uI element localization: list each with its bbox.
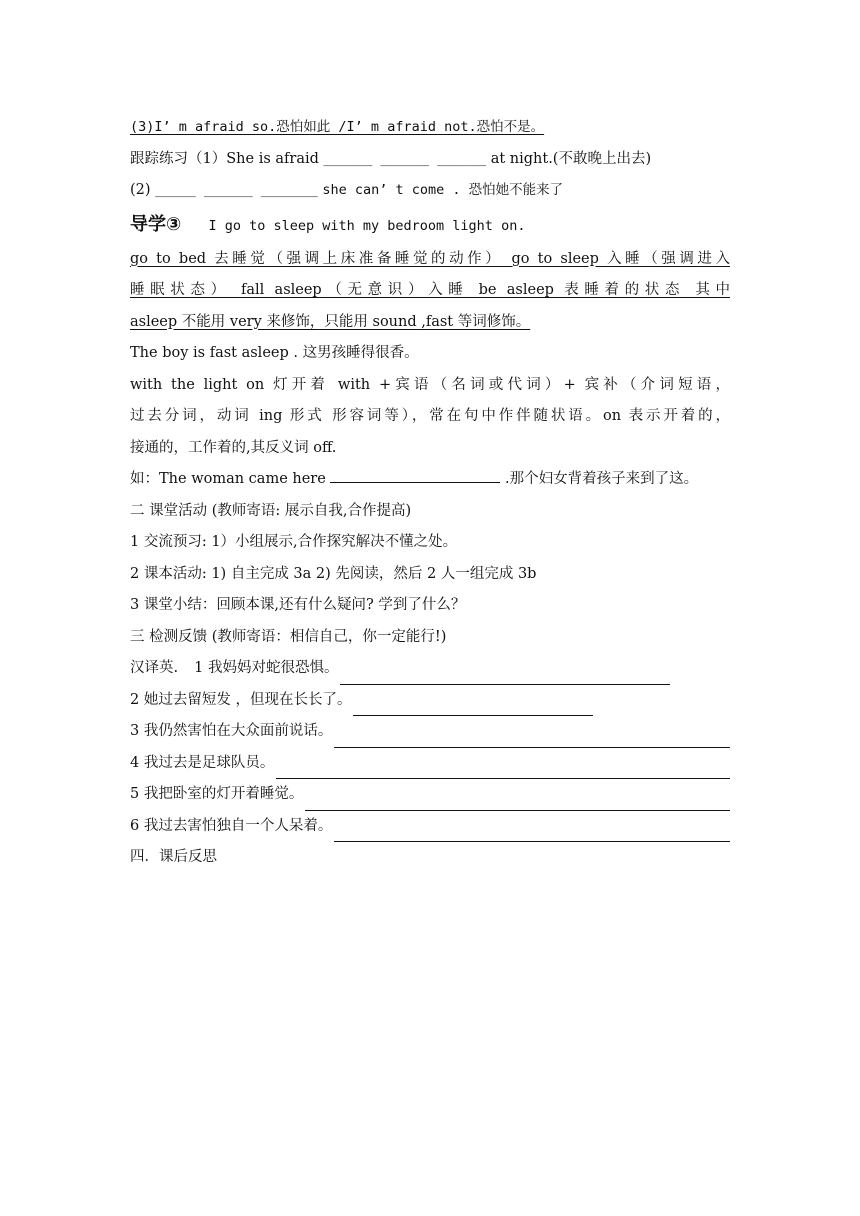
example-sentence: The boy is fast asleep . 这男孩睡得很香。 (130, 345, 419, 361)
practice-1-start: She is afraid (226, 150, 319, 167)
question-1-text: 1 我妈妈对蛇很恐惧。 (194, 660, 339, 676)
with-line-2: 过去分词，动词 ing 形式 形容词等），常在句中作伴随状语。on 表示开着的， (130, 408, 730, 424)
guide-heading: 导学③ (130, 213, 182, 235)
answer-line-5[interactable] (305, 789, 730, 811)
translate-question-1 (130, 653, 730, 685)
example-fill-label: 如：The woman came here (130, 471, 326, 487)
class-activity-item-2: 2 课本活动: 1) 自主完成 3a 2) 先阅读，然后 2 人一组完成 3b (130, 565, 537, 582)
class-activity-item-1: 1 交流预习: 1）小组展示,合作探究解决不懂之处。 (130, 534, 458, 550)
translate-question-2 (130, 685, 730, 717)
question-6-text: 6 我过去害怕独自一个人呆着。 (130, 817, 333, 834)
practice-2-end: she can’ t come . 恐怕她不能来了 (322, 182, 564, 198)
example-fill-end: .那个妇女背着孩子来到了这。 (505, 471, 699, 487)
guide-sentence: I go to sleep with my bedroom light on. (208, 217, 526, 234)
question-3-text: 3 我仍然害怕在大众面前说话。 (130, 723, 333, 739)
phrase-line: (3)I’ m afraid so.恐怕如此 /I’ m afraid not.恐怕不是。 (130, 119, 545, 135)
answer-line-4[interactable] (276, 757, 730, 779)
practice-line-1 (130, 144, 730, 176)
with-line-1: with the light on 灯开着 with +宾语（名词或代词）+ 宾补（介词短语， (130, 376, 730, 393)
class-activity-title: 二 课堂活动 (教师寄语: 展示自我,合作提高) (130, 502, 412, 519)
practice-2-blanks[interactable]: _____ ______ _______ (155, 182, 318, 198)
document-page (130, 112, 730, 874)
translate-label: 汉译英. (130, 660, 179, 676)
note-line-2: 睡眠状态） fall asleep（无意识）入睡 be asleep 表睡着的状态 其中 (130, 282, 730, 298)
answer-line-3[interactable] (334, 726, 730, 748)
note-line-3: asleep 不能用 very 来修饰，只能用 sound ,fast 等词修饰。 (130, 313, 531, 330)
practice-1-end: at night.(不敢晚上出去) (490, 150, 652, 167)
guide-heading-line (130, 207, 730, 244)
translate-question-5 (130, 779, 730, 811)
answer-line-1[interactable] (340, 663, 670, 685)
question-2-text: 2 她过去留短发 ，但现在长长了。 (130, 691, 352, 708)
example-answer-blank[interactable] (330, 466, 500, 483)
with-line-3: 接通的，工作着的,其反义词 off. (130, 439, 337, 456)
translate-question-4 (130, 748, 730, 780)
answer-line-2[interactable] (353, 694, 593, 716)
reflection-title: 四．课后反思 (130, 849, 217, 865)
translate-question-3 (130, 716, 730, 748)
example-fill-line (130, 464, 730, 496)
answer-line-6[interactable] (334, 820, 730, 842)
feedback-title: 三 检测反馈 (教师寄语：相信自己，你一定能行!) (130, 628, 447, 645)
class-activity-item-3: 3 课堂小结：回顾本课,还有什么疑问? 学到了什么？ (130, 597, 466, 613)
question-4-text: 4 我过去是足球队员。 (130, 754, 275, 771)
practice-label: 跟踪练习（1） (130, 150, 227, 167)
practice-1-blanks[interactable]: ______ ______ ______ (323, 150, 487, 167)
question-5-text: 5 我把卧室的灯开着睡觉。 (130, 786, 304, 802)
practice-line-2 (130, 175, 730, 207)
note-line-1: go to bed 去睡觉（强调上床准备睡觉的动作） go to sleep 入睡（强调进入 (130, 250, 730, 267)
translate-question-6 (130, 811, 730, 843)
practice-2-start: (2) (130, 182, 151, 198)
